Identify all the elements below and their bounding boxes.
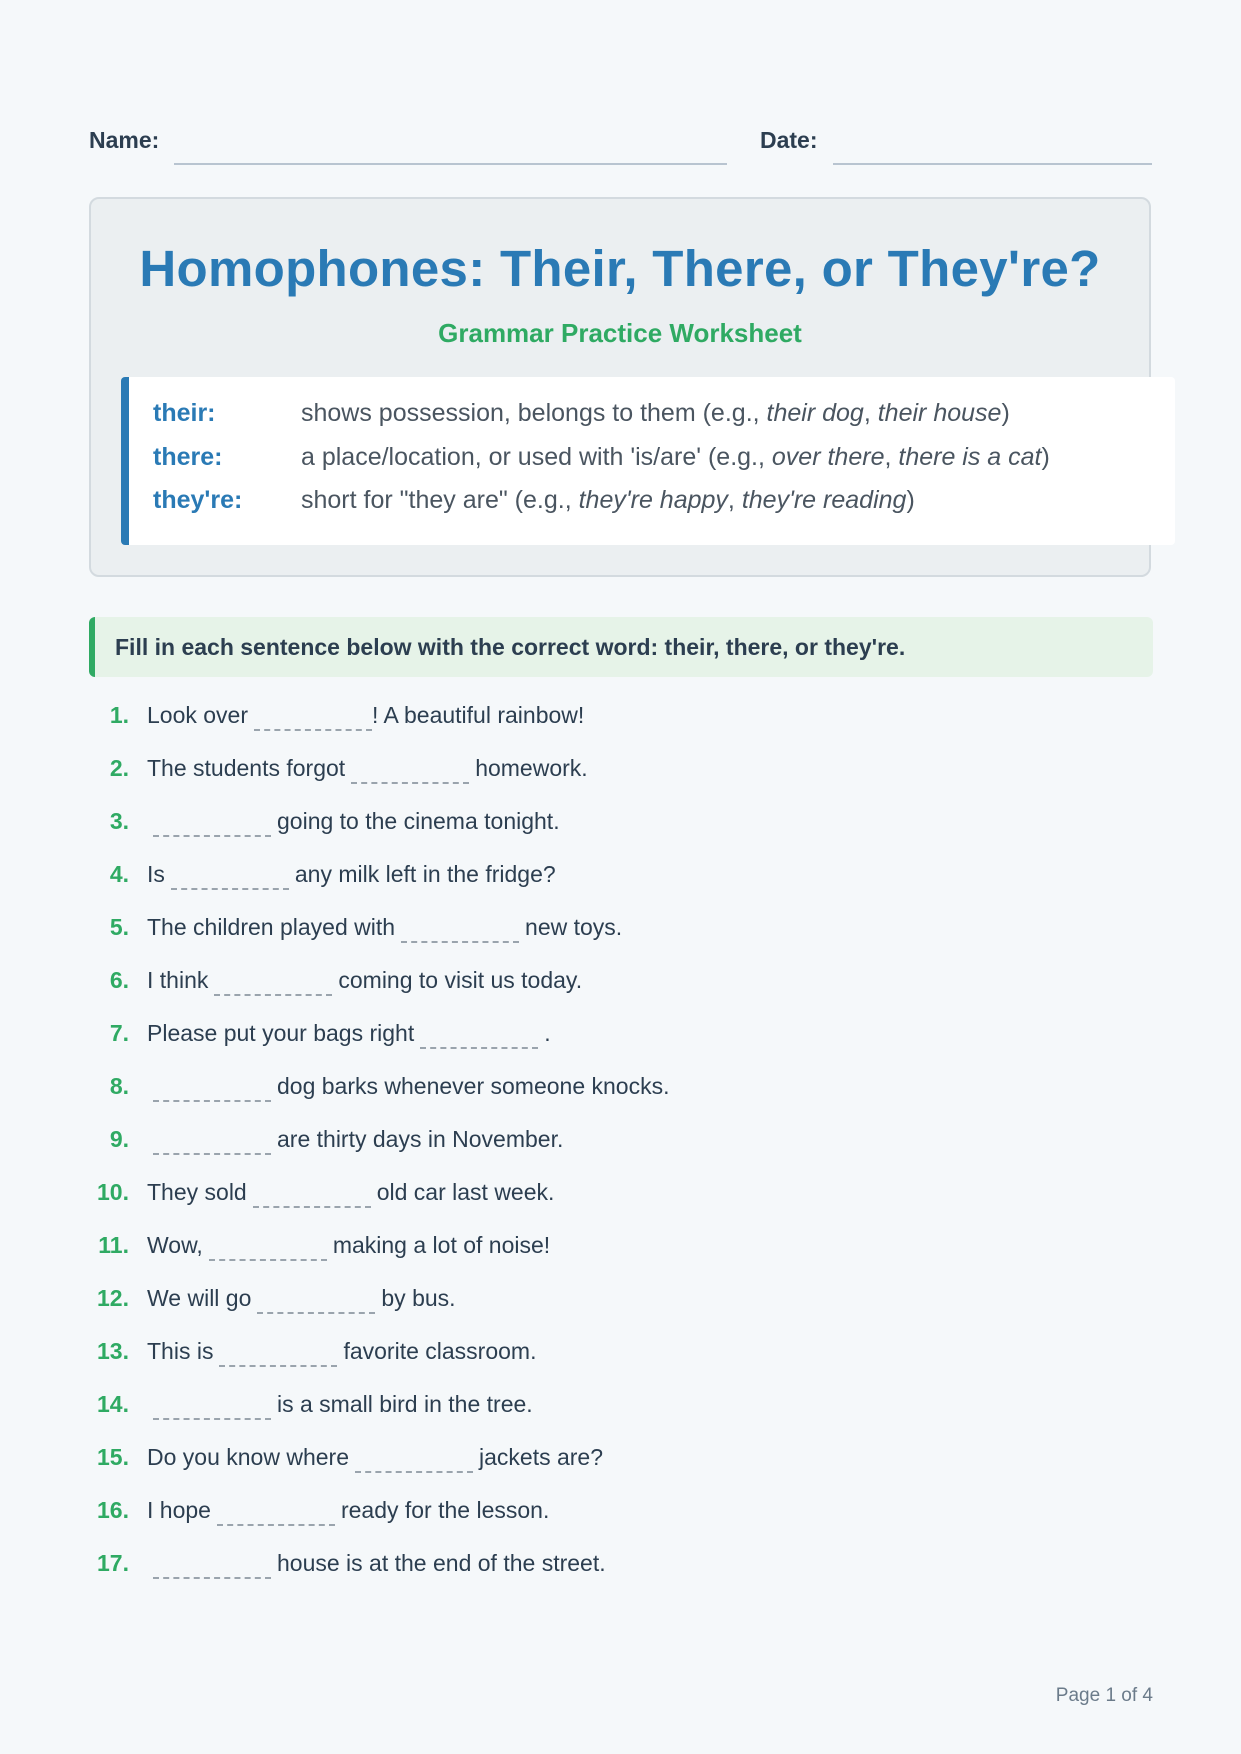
sentence-start: Is [147,861,165,887]
question-number: 10. [97,1179,129,1205]
question-number: 8. [109,1073,129,1099]
sentence-end: is a small bird in the tree. [277,1391,533,1417]
sentence-start: We will go [147,1285,252,1311]
answer-blank[interactable] [355,1449,473,1473]
instruction-text: Fill in each sentence below with the correct word: their, there, or they're. [115,634,906,660]
question-sentence [147,1338,536,1367]
question-sentence [147,755,588,784]
answer-blank[interactable] [153,1555,271,1579]
sentence-end: making a lot of noise! [332,1232,551,1258]
date-field[interactable] [833,163,1152,165]
sentence-start: I think [147,967,209,993]
header-box [89,197,1151,577]
question-sentence [147,1497,549,1526]
sentence-start: They sold [147,1179,247,1205]
answer-blank[interactable] [401,919,519,943]
sentence-end: jackets are? [479,1444,604,1470]
answer-blank[interactable] [171,866,289,890]
definition-term: they're: [153,486,243,514]
sentence-end: new toys. [525,914,623,940]
question-sentence [147,967,582,996]
question-item [89,1285,1089,1319]
sentence-start: Please put your bags right [147,1020,415,1046]
name-field[interactable] [174,163,727,165]
question-item [89,967,1089,1001]
sentence-end: homework. [475,755,588,781]
sentence-end: any milk left in the fridge? [294,861,556,887]
question-sentence [147,1444,603,1473]
question-item [89,808,1089,842]
question-item [89,914,1089,948]
answer-blank[interactable] [253,1184,371,1208]
question-item [89,1232,1089,1266]
question-item [89,1126,1089,1160]
sentence-start: I hope [147,1497,211,1523]
answer-blank[interactable] [217,1502,335,1526]
definition-text: a place/location, or used with 'is/are' (e.g., over there, there is a cat) [301,443,1050,471]
page-subtitle: Grammar Practice Worksheet [438,318,802,348]
sentence-end: ready for the lesson. [340,1497,550,1523]
sentence-end: going to the cinema tonight. [277,808,560,834]
sentence-end: ! A beautiful rainbow! [372,702,585,728]
answer-blank[interactable] [209,1237,327,1261]
answer-blank[interactable] [153,1131,271,1155]
question-item [89,1020,1089,1054]
question-sentence [147,1179,554,1208]
question-sentence [147,861,556,890]
question-sentence [147,1285,456,1314]
question-number: 14. [97,1391,129,1417]
answer-blank[interactable] [153,1078,271,1102]
question-number: 3. [109,808,129,834]
page-number: Page 1 of 4 [1055,1685,1153,1706]
question-sentence [147,1020,551,1049]
sentence-end: are thirty days in November. [277,1126,564,1152]
question-item [89,1073,1089,1107]
question-number: 11. [98,1232,129,1258]
definitions-box [121,377,1175,545]
question-item [89,1444,1089,1478]
question-number: 1. [109,702,129,728]
answer-blank[interactable] [257,1290,375,1314]
question-number: 17. [97,1550,129,1576]
definition-text: shows possession, belongs to them (e.g., their dog, their house) [301,399,1010,427]
question-number: 4. [109,861,129,887]
question-number: 6. [109,967,129,993]
sentence-start: Do you know where [147,1444,349,1470]
question-item [89,861,1089,895]
question-item [89,1550,1089,1584]
answer-blank[interactable] [214,972,332,996]
question-number: 9. [109,1126,129,1152]
question-sentence [147,914,622,943]
question-sentence [147,1550,606,1579]
sentence-end: dog barks whenever someone knocks. [277,1073,670,1099]
instruction-banner [89,617,1153,677]
question-item [89,1497,1089,1531]
name-label: Name: [89,127,160,153]
answer-blank[interactable] [153,813,271,837]
answer-blank[interactable] [254,707,372,731]
question-item [89,1338,1089,1372]
question-number: 7. [109,1020,129,1046]
question-number: 12. [97,1285,129,1311]
answer-blank[interactable] [420,1025,538,1049]
sentence-end: by bus. [381,1285,456,1311]
question-item [89,755,1089,789]
question-number: 15. [97,1444,129,1470]
question-number: 5. [109,914,129,940]
sentence-start: The children played with [147,914,396,940]
question-sentence [147,1391,533,1420]
question-sentence [147,1126,563,1155]
sentence-start: This is [147,1338,214,1364]
question-sentence [147,1073,670,1102]
definition-text: short for "they are" (e.g., they're happy, they're reading) [301,486,915,514]
question-number: 13. [97,1338,129,1364]
sentence-end: favorite classroom. [343,1338,537,1364]
question-number: 16. [97,1497,129,1523]
definition-term: there: [153,443,223,471]
answer-blank[interactable] [351,760,469,784]
question-number: 2. [109,755,129,781]
answer-blank[interactable] [153,1396,271,1420]
definition-term: their: [153,399,216,427]
question-item [89,1179,1089,1213]
name-date-row [89,127,1153,167]
sentence-end: house is at the end of the street. [277,1550,606,1576]
page-title: Homophones: Their, There, or They're? [139,240,1101,297]
question-sentence [147,1232,550,1261]
sentence-end: . [544,1020,551,1046]
question-sentence [147,702,584,731]
sentence-end: old car last week. [376,1179,555,1205]
date-label: Date: [760,127,818,153]
answer-blank[interactable] [219,1343,337,1367]
sentence-start: The students forgot [147,755,346,781]
sentence-start: Look over [147,702,249,728]
sentence-start: Wow, [147,1232,203,1258]
question-sentence [147,808,560,837]
question-item [89,1391,1089,1425]
sentence-end: coming to visit us today. [338,967,583,993]
question-item [89,702,1089,736]
